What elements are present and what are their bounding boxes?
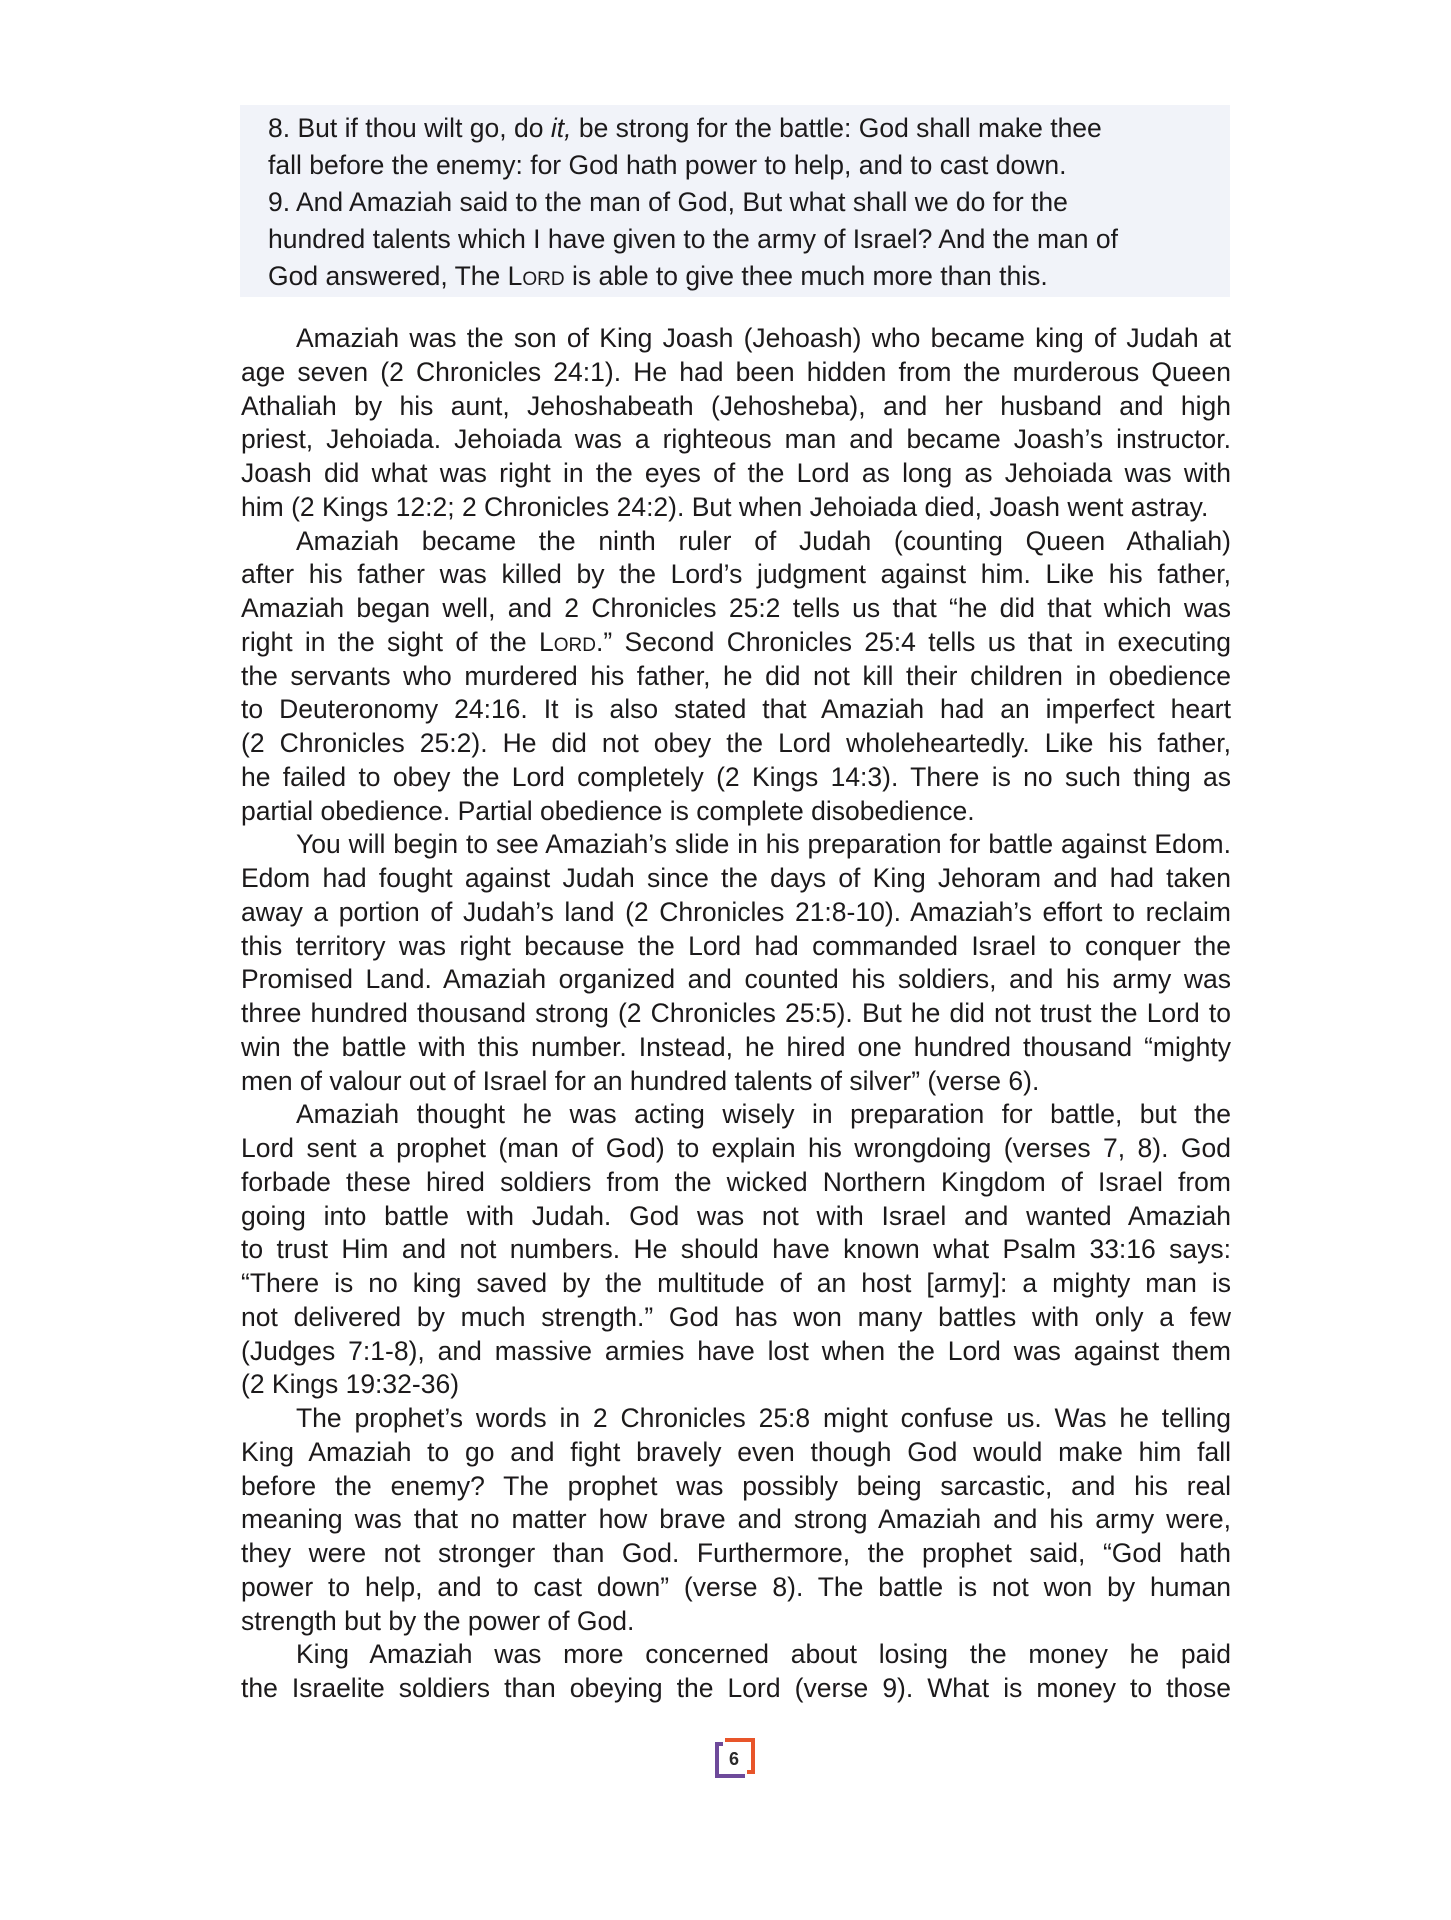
scripture-verse-9-line-1: 9. And Amaziah said to the man of God, But what shall we do for the [268, 187, 1068, 217]
body-line: this territory was right because the Lord had commanded Israel to conquer the [241, 930, 1231, 961]
scripture-verse-8-line-1: 8. But if thou wilt go, do it, be strong for the battle: God shall make thee [268, 113, 1102, 143]
body-line: not delivered by much strength.” God has won many battles with only a few [241, 1301, 1231, 1332]
body-line: priest, Jehoiada. Jehoiada was a righteous man and became Joash’s instructor. [241, 424, 1231, 455]
scripture-verse-8-line-2: fall before the enemy: for God hath power to help, and to cast down. [268, 150, 1067, 180]
body-line: the servants who murdered his father, he did not kill their children in obedience [241, 660, 1231, 691]
body-line: strength but by the power of God. [241, 1605, 635, 1636]
body-line: Promised Land. Amaziah organized and counted his soldiers, and his army was [241, 964, 1231, 995]
page-number-badge [709, 1734, 759, 1784]
body-line: meaning was that no matter how brave and strong Amaziah and his army were, [241, 1504, 1231, 1535]
body-line: Amaziah became the ninth ruler of Judah (counting Queen Athaliah) [296, 525, 1231, 556]
body-line: Amaziah thought he was acting wisely in preparation for battle, but the [296, 1099, 1231, 1130]
body-line: win the battle with this number. Instead, he hired one hundred thousand “mighty [241, 1031, 1231, 1062]
body-line: Amaziah began well, and 2 Chronicles 25:2 tells us that “he did that which was [241, 593, 1231, 623]
body-line: Amaziah was the son of King Joash (Jehoash) who became king of Judah at [296, 323, 1231, 353]
body-line: forbade these hired soldiers from the wicked Northern Kingdom of Israel from [241, 1166, 1231, 1197]
body-line: King Amaziah to go and fight bravely even though God would make him fall [241, 1436, 1231, 1467]
body-line: going into battle with Judah. God was not with Israel and wanted Amaziah [241, 1200, 1231, 1231]
body-line: the Israelite soldiers than obeying the Lord (verse 9). What is money to those [241, 1673, 1231, 1703]
body-line: (Judges 7:1-8), and massive armies have lost when the Lord was against them [241, 1335, 1231, 1366]
body-line: Joash did what was right in the eyes of the Lord as long as Jehoiada was with [241, 458, 1231, 488]
page-number: 6 [728, 1749, 739, 1769]
body-line: age seven (2 Chronicles 24:1). He had been hidden from the murderous Queen [241, 356, 1231, 387]
body-line: (2 Kings 19:32-36) [241, 1369, 460, 1400]
scripture-verse-9-line-2: hundred talents which I have given to the army of Israel? And the man of [268, 224, 1118, 254]
body-line: to Deuteronomy 24:16. It is also stated that Amaziah had an imperfect heart [241, 694, 1231, 725]
body-line: after his father was killed by the Lord’s judgment against him. Like his father, [241, 559, 1231, 590]
body-line: men of valour out of Israel for an hundred talents of silver” (verse 6). [241, 1065, 1040, 1096]
scripture-quote-box [240, 105, 1230, 297]
body-line: away a portion of Judah’s land (2 Chronicles 21:8-10). Amaziah’s effort to reclaim [241, 896, 1231, 927]
body-line: The prophet’s words in 2 Chronicles 25:8 might confuse us. Was he telling [296, 1403, 1231, 1433]
body-line: Athaliah by his aunt, Jehoshabeath (Jehosheba), and her husband and high [241, 390, 1231, 421]
commentary-body [241, 322, 1231, 1706]
body-line: before the enemy? The prophet was possibly being sarcastic, and his real [241, 1470, 1231, 1501]
body-line: they were not stronger than God. Furthermore, the prophet said, “God hath [241, 1538, 1231, 1568]
body-line: Lord sent a prophet (man of God) to explain his wrongdoing (verses 7, 8). God [241, 1133, 1231, 1163]
body-line: You will begin to see Amaziah’s slide in his preparation for battle against Edom. [296, 829, 1231, 860]
body-line: to trust Him and not numbers. He should have known what Psalm 33:16 says: [241, 1234, 1231, 1265]
body-line: partial obedience. Partial obedience is complete disobedience. [241, 795, 975, 826]
body-line: he failed to obey the Lord completely (2 Kings 14:3). There is no such thing as [241, 761, 1231, 792]
body-line: right in the sight of the Lord.” Second Chronicles 25:4 tells us that in executing [241, 626, 1231, 657]
body-line: power to help, and to cast down” (verse 8). The battle is not won by human [241, 1571, 1231, 1602]
body-line: three hundred thousand strong (2 Chronicles 25:5). But he did not trust the Lord to [241, 998, 1231, 1028]
body-line: (2 Chronicles 25:2). He did not obey the Lord wholeheartedly. Like his father, [241, 728, 1231, 758]
body-line: “There is no king saved by the multitude of an host [army]: a mighty man is [241, 1268, 1231, 1298]
body-line: him (2 Kings 12:2; 2 Chronicles 24:2). But when Jehoiada died, Joash went astray. [241, 491, 1209, 522]
body-line: King Amaziah was more concerned about losing the money he paid [296, 1639, 1231, 1670]
body-line: Edom had fought against Judah since the days of King Jehoram and had taken [241, 863, 1231, 893]
scripture-verse-9-line-3: God answered, The Lord is able to give thee much more than this. [268, 261, 1048, 291]
